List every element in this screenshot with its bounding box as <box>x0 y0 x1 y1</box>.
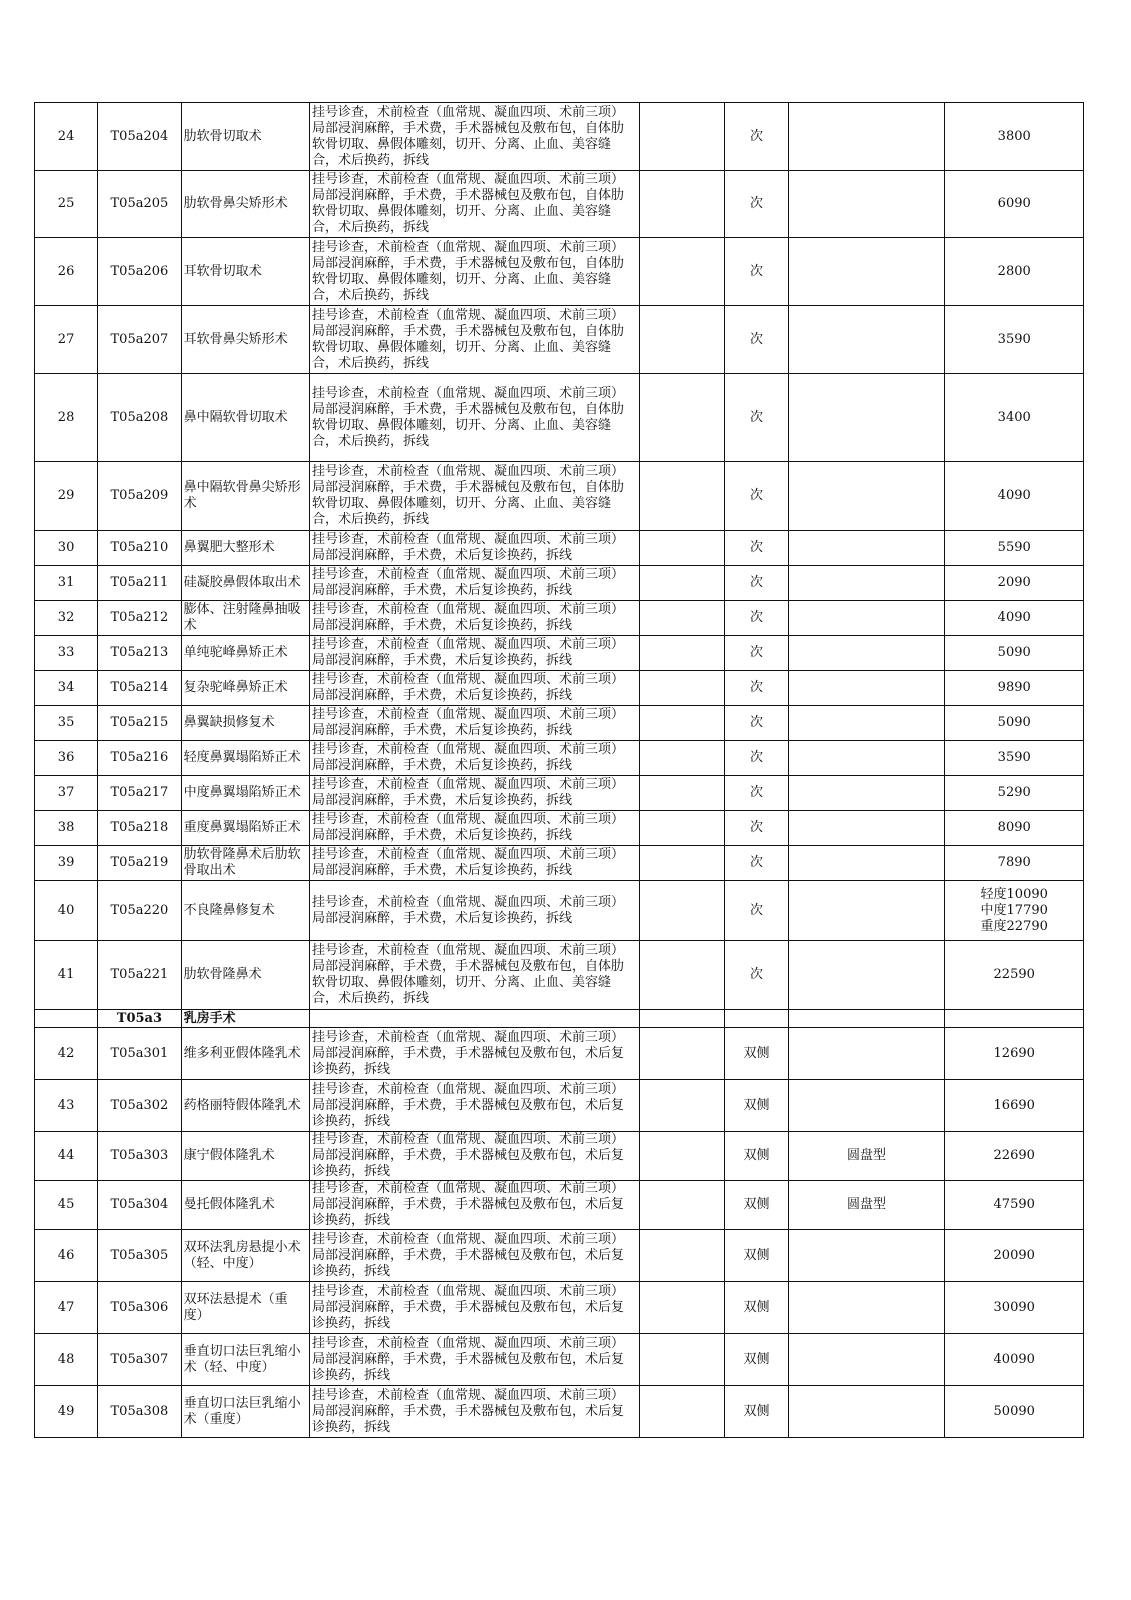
item-unit: 次 <box>725 462 788 531</box>
item-price: 2090 <box>945 566 1084 601</box>
item-content: 挂号诊查，术前检查（血常规、凝血四项、术前三项）局部浸润麻醉，手术费，手术器械包及敷布包，术后复诊换药，拆线 <box>309 1282 639 1334</box>
item-name: 垂直切口法巨乳缩小术（轻、中度） <box>181 1334 309 1386</box>
table-row <box>35 1282 1084 1334</box>
item-price: 2800 <box>945 238 1084 306</box>
table-row <box>35 1230 1084 1282</box>
table-row <box>35 566 1084 601</box>
item-code: T05a302 <box>98 1080 182 1132</box>
item-price: 5090 <box>945 636 1084 671</box>
blank-cell <box>639 881 725 941</box>
item-unit: 次 <box>725 776 788 811</box>
item-code: T05a210 <box>98 531 182 566</box>
item-name: 中度鼻翼塌陷矫正术 <box>181 776 309 811</box>
item-content: 挂号诊查，术前检查（血常规、凝血四项、术前三项）局部浸润麻醉，手术费，术后复诊换药，拆线 <box>309 706 639 741</box>
blank-cell <box>639 1181 725 1230</box>
item-note <box>788 941 945 1010</box>
blank-cell <box>639 1132 725 1181</box>
table-row <box>35 1181 1084 1230</box>
item-unit: 双侧 <box>725 1132 788 1181</box>
item-code: T05a219 <box>98 846 182 881</box>
item-content: 挂号诊查，术前检查（血常规、凝血四项、术前三项）局部浸润麻醉，手术费，术后复诊换药，拆线 <box>309 636 639 671</box>
blank-cell <box>639 171 725 238</box>
item-content: 挂号诊查，术前检查（血常规、凝血四项、术前三项）局部浸润麻醉，手术费，术后复诊换药，拆线 <box>309 531 639 566</box>
item-code: T05a303 <box>98 1132 182 1181</box>
section-title: 乳房手术 <box>181 1010 309 1028</box>
blank-cell <box>639 306 725 374</box>
table-row <box>35 741 1084 776</box>
item-note <box>788 1282 945 1334</box>
row-number: 40 <box>35 881 98 941</box>
item-note <box>788 1386 945 1438</box>
item-content: 挂号诊查，术前检查（血常规、凝血四项、术前三项）局部浸润麻醉，手术费，术后复诊换药，拆线 <box>309 566 639 601</box>
item-content: 挂号诊查，术前检查（血常规、凝血四项、术前三项）局部浸润麻醉，手术费，手术器械包及敷布包，自体肋软骨切取、鼻假体雕刻，切开、分离、止血、美容缝合，术后换药，拆线 <box>309 238 639 306</box>
item-code: T05a207 <box>98 306 182 374</box>
item-content: 挂号诊查，术前检查（血常规、凝血四项、术前三项）局部浸润麻醉，手术费，术后复诊换药，拆线 <box>309 881 639 941</box>
item-code: T05a205 <box>98 171 182 238</box>
blank-cell <box>639 1334 725 1386</box>
table-row <box>35 811 1084 846</box>
item-unit: 次 <box>725 636 788 671</box>
item-code: T05a213 <box>98 636 182 671</box>
row-number: 42 <box>35 1028 98 1080</box>
section-row <box>35 1010 1084 1028</box>
item-note <box>788 374 945 462</box>
item-name: 曼托假体隆乳术 <box>181 1181 309 1230</box>
item-price: 3590 <box>945 306 1084 374</box>
blank-cell <box>639 103 725 171</box>
item-price: 30090 <box>945 1282 1084 1334</box>
blank-cell <box>639 846 725 881</box>
item-price: 20090 <box>945 1230 1084 1282</box>
item-content: 挂号诊查，术前检查（血常规、凝血四项、术前三项）局部浸润麻醉，手术费，手术器械包及敷布包，自体肋软骨切取、鼻假体雕刻，切开、分离、止血、美容缝合，术后换药，拆线 <box>309 103 639 171</box>
item-unit: 次 <box>725 531 788 566</box>
item-note <box>788 103 945 171</box>
table-row <box>35 238 1084 306</box>
item-name: 鼻翼缺损修复术 <box>181 706 309 741</box>
table-row <box>35 881 1084 941</box>
item-note <box>788 881 945 941</box>
section-code: T05a3 <box>98 1010 182 1028</box>
table-row <box>35 531 1084 566</box>
item-note <box>788 1334 945 1386</box>
item-code: T05a216 <box>98 741 182 776</box>
item-note <box>788 706 945 741</box>
item-name: 肋软骨隆鼻术 <box>181 941 309 1010</box>
item-content: 挂号诊查，术前检查（血常规、凝血四项、术前三项）局部浸润麻醉，手术费，手术器械包及敷布包，自体肋软骨切取、鼻假体雕刻，切开、分离、止血、美容缝合，术后换药，拆线 <box>309 171 639 238</box>
item-name: 单纯驼峰鼻矫正术 <box>181 636 309 671</box>
item-unit: 双侧 <box>725 1334 788 1386</box>
table-row <box>35 846 1084 881</box>
blank-cell <box>639 1282 725 1334</box>
row-number: 37 <box>35 776 98 811</box>
item-name: 膨体、注射隆鼻抽吸术 <box>181 601 309 636</box>
item-code: T05a305 <box>98 1230 182 1282</box>
blank-cell <box>639 1230 725 1282</box>
row-number: 48 <box>35 1334 98 1386</box>
row-number: 25 <box>35 171 98 238</box>
item-unit: 次 <box>725 306 788 374</box>
item-price: 7890 <box>945 846 1084 881</box>
item-code: T05a304 <box>98 1181 182 1230</box>
table-body-nose <box>35 103 1084 1010</box>
row-number: 47 <box>35 1282 98 1334</box>
table-row <box>35 636 1084 671</box>
item-unit: 次 <box>725 741 788 776</box>
row-number: 33 <box>35 636 98 671</box>
blank-cell <box>639 601 725 636</box>
item-name: 鼻中隔软骨鼻尖矫形术 <box>181 462 309 531</box>
item-unit: 次 <box>725 811 788 846</box>
item-code: T05a214 <box>98 671 182 706</box>
item-content: 挂号诊查，术前检查（血常规、凝血四项、术前三项）局部浸润麻醉，手术费，术后复诊换药，拆线 <box>309 741 639 776</box>
item-unit: 次 <box>725 846 788 881</box>
item-unit: 双侧 <box>725 1282 788 1334</box>
item-name: 鼻翼肥大整形术 <box>181 531 309 566</box>
item-content: 挂号诊查，术前检查（血常规、凝血四项、术前三项）局部浸润麻醉，手术费，术后复诊换药，拆线 <box>309 601 639 636</box>
item-code: T05a208 <box>98 374 182 462</box>
item-code: T05a209 <box>98 462 182 531</box>
item-name: 垂直切口法巨乳缩小术（重度） <box>181 1386 309 1438</box>
item-code: T05a204 <box>98 103 182 171</box>
item-unit: 次 <box>725 238 788 306</box>
item-price: 4090 <box>945 601 1084 636</box>
table-row <box>35 171 1084 238</box>
item-unit: 次 <box>725 706 788 741</box>
blank-cell <box>639 671 725 706</box>
item-note <box>788 811 945 846</box>
blank-cell <box>639 238 725 306</box>
row-number: 34 <box>35 671 98 706</box>
item-price: 9890 <box>945 671 1084 706</box>
item-code: T05a301 <box>98 1028 182 1080</box>
table-row <box>35 103 1084 171</box>
blank-cell <box>639 1386 725 1438</box>
table-row <box>35 306 1084 374</box>
item-code: T05a221 <box>98 941 182 1010</box>
item-note <box>788 741 945 776</box>
blank-cell <box>639 1028 725 1080</box>
blank-cell <box>639 741 725 776</box>
item-content: 挂号诊查，术前检查（血常规、凝血四项、术前三项）局部浸润麻醉，手术费，手术器械包及敷布包，术后复诊换药，拆线 <box>309 1230 639 1282</box>
item-note <box>788 462 945 531</box>
row-number: 44 <box>35 1132 98 1181</box>
item-content: 挂号诊查，术前检查（血常规、凝血四项、术前三项）局部浸润麻醉，手术费，术后复诊换药，拆线 <box>309 776 639 811</box>
item-content: 挂号诊查，术前检查（血常规、凝血四项、术前三项）局部浸润麻醉，手术费，手术器械包及敷布包，自体肋软骨切取、鼻假体雕刻，切开、分离、止血、美容缝合，术后换药，拆线 <box>309 306 639 374</box>
price-line: 轻度10090 <box>980 886 1048 902</box>
blank-cell <box>639 941 725 1010</box>
item-unit: 次 <box>725 566 788 601</box>
item-content: 挂号诊查，术前检查（血常规、凝血四项、术前三项）局部浸润麻醉，手术费，术后复诊换药，拆线 <box>309 671 639 706</box>
item-price: 3590 <box>945 741 1084 776</box>
item-name: 维多利亚假体隆乳术 <box>181 1028 309 1080</box>
item-note <box>788 601 945 636</box>
item-price: 5290 <box>945 776 1084 811</box>
row-number: 29 <box>35 462 98 531</box>
item-note <box>788 306 945 374</box>
item-unit: 次 <box>725 374 788 462</box>
item-note <box>788 566 945 601</box>
item-note <box>788 776 945 811</box>
item-code: T05a308 <box>98 1386 182 1438</box>
row-number: 24 <box>35 103 98 171</box>
item-code: T05a218 <box>98 811 182 846</box>
blank-cell <box>639 1080 725 1132</box>
table-row <box>35 1132 1084 1181</box>
item-note <box>788 238 945 306</box>
item-price: 16690 <box>945 1080 1084 1132</box>
table-row <box>35 941 1084 1010</box>
item-unit: 次 <box>725 601 788 636</box>
item-unit: 双侧 <box>725 1181 788 1230</box>
row-number: 27 <box>35 306 98 374</box>
item-name: 双环法悬提术（重度） <box>181 1282 309 1334</box>
item-unit: 次 <box>725 941 788 1010</box>
item-note <box>788 171 945 238</box>
item-price <box>945 881 1084 941</box>
item-content: 挂号诊查，术前检查（血常规、凝血四项、术前三项）局部浸润麻醉，手术费，术后复诊换药，拆线 <box>309 811 639 846</box>
row-number: 39 <box>35 846 98 881</box>
blank-cell <box>639 811 725 846</box>
item-price: 5590 <box>945 531 1084 566</box>
item-note <box>788 1028 945 1080</box>
table-row <box>35 1334 1084 1386</box>
item-note <box>788 1080 945 1132</box>
item-code: T05a215 <box>98 706 182 741</box>
item-content: 挂号诊查，术前检查（血常规、凝血四项、术前三项）局部浸润麻醉，手术费，手术器械包及敷布包，术后复诊换药，拆线 <box>309 1386 639 1438</box>
price-line: 中度17790 <box>980 902 1048 918</box>
item-name: 药格丽特假体隆乳术 <box>181 1080 309 1132</box>
item-price: 6090 <box>945 171 1084 238</box>
item-unit: 次 <box>725 671 788 706</box>
row-number: 41 <box>35 941 98 1010</box>
item-code: T05a220 <box>98 881 182 941</box>
table-row <box>35 1386 1084 1438</box>
blank-cell <box>639 566 725 601</box>
item-price: 50090 <box>945 1386 1084 1438</box>
item-price: 8090 <box>945 811 1084 846</box>
item-price: 12690 <box>945 1028 1084 1080</box>
item-unit: 双侧 <box>725 1230 788 1282</box>
table-row <box>35 1080 1084 1132</box>
item-name: 重度鼻翼塌陷矫正术 <box>181 811 309 846</box>
item-price: 4090 <box>945 462 1084 531</box>
item-content: 挂号诊查，术前检查（血常规、凝血四项、术前三项）局部浸润麻醉，手术费，手术器械包及敷布包，自体肋软骨切取、鼻假体雕刻，切开、分离、止血、美容缝合，术后换药，拆线 <box>309 462 639 531</box>
item-note <box>788 671 945 706</box>
row-number: 32 <box>35 601 98 636</box>
item-price: 40090 <box>945 1334 1084 1386</box>
item-price: 3400 <box>945 374 1084 462</box>
item-price: 47590 <box>945 1181 1084 1230</box>
item-code: T05a206 <box>98 238 182 306</box>
price-line: 重度22790 <box>980 918 1048 934</box>
row-number: 31 <box>35 566 98 601</box>
blank-cell <box>639 462 725 531</box>
blank-cell <box>639 531 725 566</box>
item-code: T05a306 <box>98 1282 182 1334</box>
blank-cell <box>639 636 725 671</box>
item-unit: 双侧 <box>725 1080 788 1132</box>
table-row <box>35 1028 1084 1080</box>
item-name: 肋软骨隆鼻术后肋软骨取出术 <box>181 846 309 881</box>
item-name: 康宁假体隆乳术 <box>181 1132 309 1181</box>
item-content: 挂号诊查，术前检查（血常规、凝血四项、术前三项）局部浸润麻醉，手术费，手术器械包及敷布包，术后复诊换药，拆线 <box>309 1080 639 1132</box>
item-note: 圆盘型 <box>788 1132 945 1181</box>
item-unit: 次 <box>725 881 788 941</box>
section-no-cell <box>35 1010 98 1028</box>
item-note: 圆盘型 <box>788 1181 945 1230</box>
item-note <box>788 846 945 881</box>
row-number: 38 <box>35 811 98 846</box>
table-row <box>35 601 1084 636</box>
table-row <box>35 776 1084 811</box>
item-content: 挂号诊查，术前检查（血常规、凝血四项、术前三项）局部浸润麻醉，手术费，手术器械包及敷布包，术后复诊换药，拆线 <box>309 1334 639 1386</box>
blank-cell <box>639 776 725 811</box>
item-content: 挂号诊查，术前检查（血常规、凝血四项、术前三项）局部浸润麻醉，手术费，手术器械包及敷布包，术后复诊换药，拆线 <box>309 1181 639 1230</box>
item-price: 22690 <box>945 1132 1084 1181</box>
row-number: 35 <box>35 706 98 741</box>
item-unit: 双侧 <box>725 1028 788 1080</box>
row-number: 30 <box>35 531 98 566</box>
table-row <box>35 706 1084 741</box>
row-number: 36 <box>35 741 98 776</box>
item-name: 不良隆鼻修复术 <box>181 881 309 941</box>
item-unit: 次 <box>725 103 788 171</box>
item-note <box>788 1230 945 1282</box>
item-content: 挂号诊查，术前检查（血常规、凝血四项、术前三项）局部浸润麻醉，手术费，手术器械包及敷布包，术后复诊换药，拆线 <box>309 1132 639 1181</box>
item-note <box>788 636 945 671</box>
item-code: T05a307 <box>98 1334 182 1386</box>
item-name: 硅凝胶鼻假体取出术 <box>181 566 309 601</box>
item-name: 轻度鼻翼塌陷矫正术 <box>181 741 309 776</box>
item-price: 22590 <box>945 941 1084 1010</box>
item-name: 鼻中隔软骨切取术 <box>181 374 309 462</box>
item-name: 双环法乳房悬提小术（轻、中度） <box>181 1230 309 1282</box>
table-row <box>35 462 1084 531</box>
row-number: 45 <box>35 1181 98 1230</box>
item-code: T05a211 <box>98 566 182 601</box>
price-table <box>34 102 1084 1438</box>
item-unit: 次 <box>725 171 788 238</box>
item-price: 5090 <box>945 706 1084 741</box>
item-unit: 双侧 <box>725 1386 788 1438</box>
row-number: 28 <box>35 374 98 462</box>
blank-cell <box>639 374 725 462</box>
item-content: 挂号诊查，术前检查（血常规、凝血四项、术前三项）局部浸润麻醉，手术费，手术器械包及敷布包，自体肋软骨切取、鼻假体雕刻，切开、分离、止血、美容缝合，术后换药，拆线 <box>309 941 639 1010</box>
blank-cell <box>639 706 725 741</box>
table-row <box>35 374 1084 462</box>
item-price: 3800 <box>945 103 1084 171</box>
item-content: 挂号诊查，术前检查（血常规、凝血四项、术前三项）局部浸润麻醉，手术费，手术器械包及敷布包，自体肋软骨切取、鼻假体雕刻，切开、分离、止血、美容缝合，术后换药，拆线 <box>309 374 639 462</box>
row-number: 46 <box>35 1230 98 1282</box>
item-name: 肋软骨切取术 <box>181 103 309 171</box>
item-code: T05a217 <box>98 776 182 811</box>
item-name: 耳软骨鼻尖矫形术 <box>181 306 309 374</box>
item-name: 耳软骨切取术 <box>181 238 309 306</box>
row-number: 43 <box>35 1080 98 1132</box>
item-note <box>788 531 945 566</box>
item-content: 挂号诊查，术前检查（血常规、凝血四项、术前三项）局部浸润麻醉，手术费，手术器械包及敷布包，术后复诊换药，拆线 <box>309 1028 639 1080</box>
row-number: 49 <box>35 1386 98 1438</box>
item-code: T05a212 <box>98 601 182 636</box>
item-name: 肋软骨鼻尖矫形术 <box>181 171 309 238</box>
table-row <box>35 671 1084 706</box>
table-body-breast <box>35 1028 1084 1438</box>
item-content: 挂号诊查，术前检查（血常规、凝血四项、术前三项）局部浸润麻醉，手术费，术后复诊换药，拆线 <box>309 846 639 881</box>
section-header <box>35 1010 1084 1028</box>
row-number: 26 <box>35 238 98 306</box>
item-name: 复杂驼峰鼻矫正术 <box>181 671 309 706</box>
